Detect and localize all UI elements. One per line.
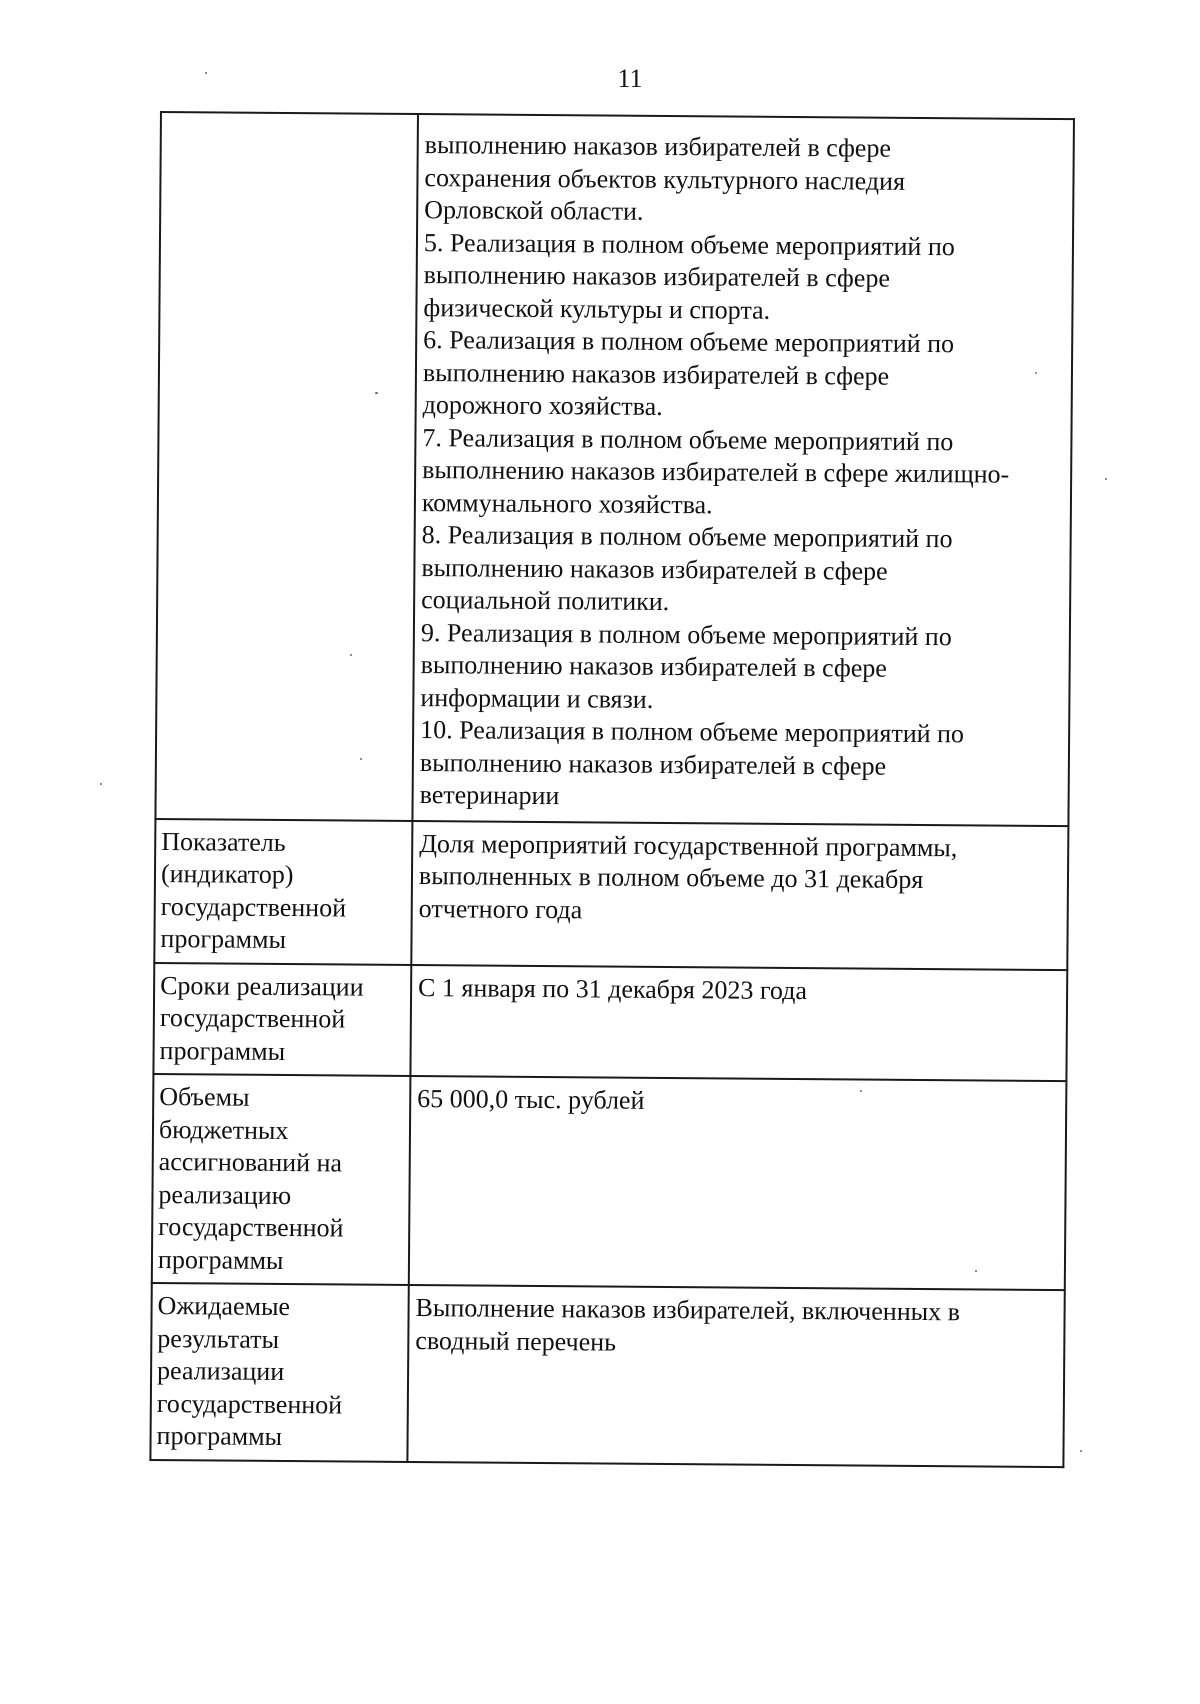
text-line: результаты [157,1323,280,1354]
text-line: коммунального хозяйства. [421,487,713,519]
text-line: выполнению наказов избирателей в сфере [422,357,890,391]
table-row-continued [155,112,1074,826]
table-row-timeframe [153,962,1067,1081]
text-line: 5. Реализация в полном объеме мероприятий по [423,227,955,261]
table-cell-value [410,965,1067,1082]
text-line: отчетного года [418,893,583,924]
page-number: 11 [617,64,643,93]
table-cell-label [154,818,412,964]
table-cell-continued-text [412,114,1074,826]
text-line: информации и связи. [420,682,654,714]
text-line: выполненных в полном объеме до 31 декабря [418,861,924,895]
scan-speck [1105,478,1107,480]
text-line: Выполнение наказов избирателей, включенных в [415,1293,961,1327]
text-line: 10. Реализация в полном объеме мероприятий по [420,715,965,749]
scan-speck [350,654,352,656]
text-line: реализацию [158,1179,292,1210]
text-line: (индикатор) [160,859,294,890]
text-line: программы [156,1421,283,1451]
table-cell-value [411,821,1068,970]
text-line: ветеринарии [419,780,560,811]
text-line: программы [159,1035,286,1066]
text-line: дорожного хозяйства. [422,390,663,421]
scan-speck [375,392,378,394]
text-line: бюджетных [158,1114,289,1145]
scan-speck [1035,372,1037,374]
table-cell-label [152,1074,411,1285]
table-cell-label [153,962,411,1076]
table-cell-label-empty [155,112,418,820]
table-row-indicator [154,818,1068,969]
text-line: Ожидаемые [157,1291,291,1322]
text-line: выполнению наказов избирателей в сфере [421,552,888,586]
text-line: программы [160,924,287,955]
text-line: государственной [156,1388,343,1419]
text-line: Орловской области. [424,195,644,226]
text-line: 8. Реализация в полном объеме мероприятий по [421,520,953,554]
scan-speck [100,783,102,785]
text-line: выполнению наказов избирателей в сфере [423,260,891,293]
scan-speck [860,1090,862,1092]
text-line: государственной [158,1212,344,1243]
table-row-expected-results [150,1283,1064,1467]
text-line: сводный перечень [415,1325,617,1357]
table-cell-value [409,1076,1067,1290]
table-cell-value [407,1285,1064,1467]
text-line: реализации [156,1356,285,1387]
text-line: Объемы [159,1082,250,1112]
text-line: государственной [160,891,347,922]
text-line: социальной политики. [421,585,670,617]
text-line: выполнению наказов избирателей в сфере [424,130,892,163]
text-line: Доля мероприятий государственной программы, [419,828,958,862]
scan-speck [205,72,207,74]
text-line: программы [157,1244,284,1275]
scan-speck [975,1270,977,1272]
text-line: выполнению наказов избирателей в сфере [420,650,887,683]
text-line: Показатель [161,826,286,857]
text-line: 65 000,0 тыс. рублей [417,1084,645,1115]
table-row-budget [152,1074,1067,1290]
program-passport-table [149,111,1075,1468]
text-line: Сроки реализации [160,970,364,1002]
scan-speck [1080,1450,1082,1452]
text-line: 7. Реализация в полном объеме мероприятий по [422,422,954,456]
text-line: сохранения объектов культурного наследия [424,162,906,196]
text-line: ассигнований на [158,1147,343,1178]
text-line: государственной [159,1003,346,1034]
table-cell-label [150,1283,408,1462]
scan-speck [360,758,362,760]
text-line: 6. Реализация в полном объеме мероприятий по [423,325,955,359]
text-line: 9. Реализация в полном объеме мероприятий по [420,617,952,651]
text-line: выполнению наказов избирателей в сфере [419,747,887,781]
text-line: физической культуры и спорта. [423,292,771,325]
text-line: выполнению наказов избирателей в сфере жилищно- [422,455,1010,489]
text-line: С 1 января по 31 декабря 2023 года [418,972,808,1005]
